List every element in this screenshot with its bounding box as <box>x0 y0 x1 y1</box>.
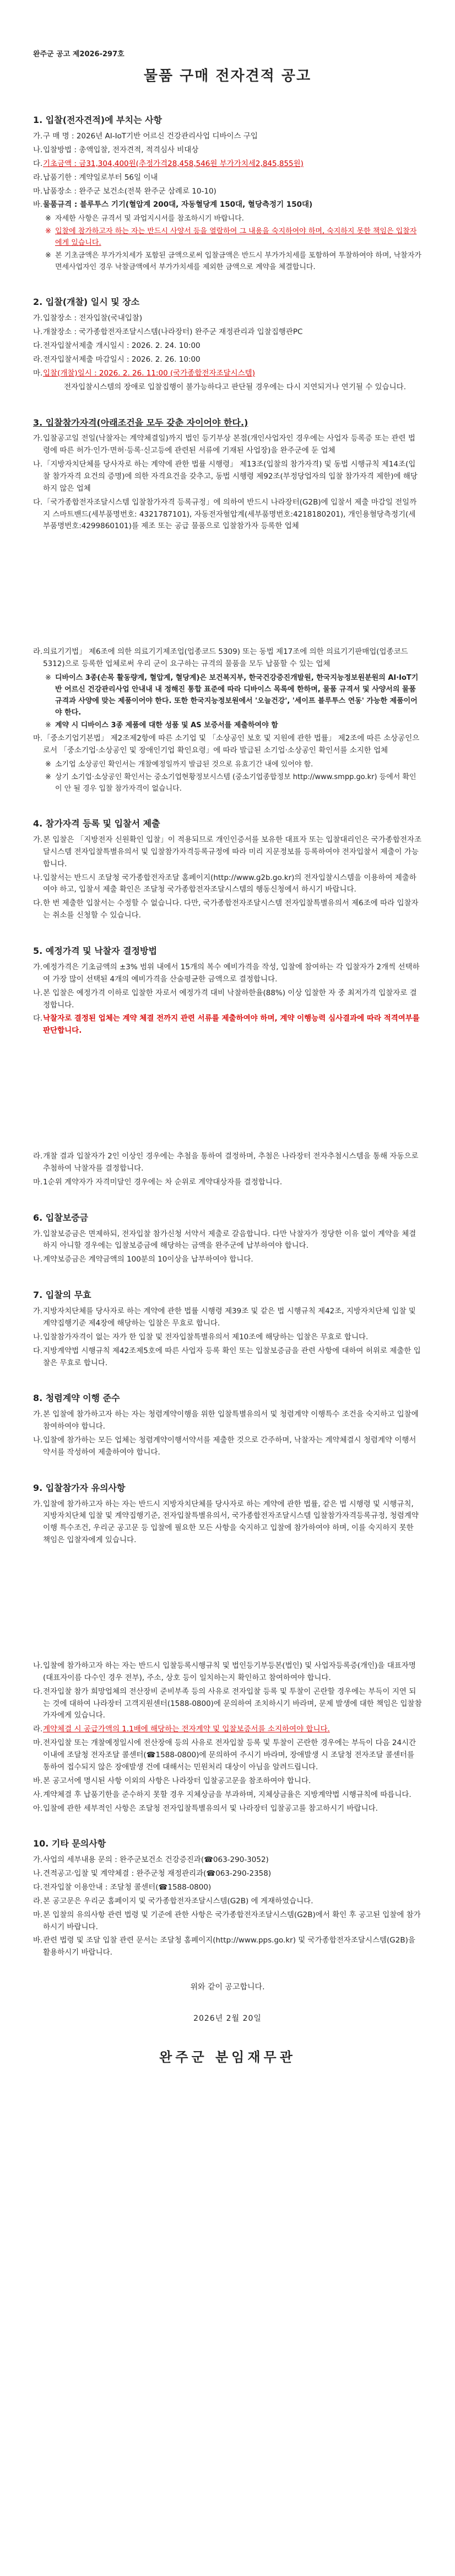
note-item: ※ 본 기초금액은 부가가치세가 포함된 금액으로써 입찰금액은 반드시 부가가치세를 포함하여 투찰하여야 하며, 낙찰자가 면세사업자인 경우 낙찰금액에서 부가가치세를 제외한 금액으로 계약을 체결합니다. <box>45 251 421 272</box>
note-item: ※ 계약 시 디바이스 3종 제품에 대한 성품 및 AS 보증서를 제출하여야 함 <box>45 721 278 730</box>
list-item: 나. 입찰방법 : 총액입찰, 전자견적, 적격심사 비대상 <box>33 145 199 154</box>
list-item: 라. 의료기기법」 제6조에 의한 의료기기제조업(업종코드 5309) 또는 동법 제17조에 의한 의료기기판매업(업종코드 5312)으로 등록한 업체로써 우리 군이 요구하는 규격의 물품을 모두 납품할 수 있는 업체 <box>33 647 408 669</box>
list-item: 나. 입찰참가자격이 없는 자가 한 입찰 및 전자입찰특별유의서 제10조에 해당하는 입찰은 무효로 합니다. <box>33 1332 369 1341</box>
notice-date: 2026년 2월 20일 <box>193 2014 262 2023</box>
list-item: 다. 전자입찰 이용안내 : 조달청 콜센터(☎1588-0800) <box>33 1882 212 1892</box>
list-item: 가. 입찰공고일 전일(낙찰자는 계약체결일)까지 법인 등기부상 본점(개인사업자인 경우에는 사업자 등록증 또는 관련 법령에 따른 허가·인가·면허·등록·신고등에 관련된 서류에 기재된 사업장)을 완주군에 둔 업체 <box>33 434 415 455</box>
section-title: 7. 입찰의 무효 <box>33 1290 91 1301</box>
list-item: 마. 「중소기업기본법」 제2조제2항에 따른 소기업 및 「소상공인 보호 및 지원에 관한 법률」 제2조에 따른 소상공인으로서 「중소기업·소상공인 및 장애인기업 확인요령」에 따라 발급된 소기업·소상공인 확인서를 소지한 업체 <box>33 734 420 755</box>
list-item: 바. 본 공고서에 명시된 사항 이외의 사항은 나라장터 입찰공고문을 참조하여야 합니다. <box>33 1776 311 1785</box>
section-title: 3. 입찰참가자격(아래조건을 모두 갖춘 자이어야 한다.) <box>33 417 248 428</box>
list-item: 가. 예정가격은 기초금액의 ±3% 범위 내에서 15개의 복수 예비가격을 작성, 입찰에 참여하는 각 입찰자가 2개씩 선택하여 가장 많이 선택된 4개의 예비가격을 산술평균한 금액으로 결정합니다. <box>33 962 420 984</box>
list-item: 나. 개찰장소 : 국가종합전자조달시스템(나라장터) 완주군 재정관리과 입찰집행관PC <box>33 328 303 337</box>
list-item: 나. 입찰에 참가하는 모든 업체는 청렴계약이행서약서를 제출한 것으로 간주하며, 낙찰자는 계약체결시 청렴계약 이행서약서를 작성하여 제출하여야 합니다. <box>33 1435 416 1457</box>
section-bid-schedule <box>33 295 422 393</box>
section-title: 2. 입찰(개찰) 일시 및 장소 <box>33 297 140 308</box>
page-break-space <box>33 1039 422 1149</box>
list-item: 가. 입찰보증금은 면제하되, 전자입찰 참가신청 서약서 제출로 갈음합니다. 다만 낙찰자가 정당한 이유 없이 계약을 체결하지 아니할 경우에는 입찰보증금에 해당하는 금액을 완주군에 납부하여야 합니다. <box>33 1229 416 1251</box>
base-amount: 기초금액 : 금31,304,400원(추정가격28,458,546원 부가가치세2,845,855원) <box>43 159 304 168</box>
closing-statement: 위와 같이 공고합니다. <box>190 1983 265 1992</box>
list-item: 나. 「지방자치단체를 당사자로 하는 계약에 관한 법률 시행령」 제13조(입찰의 참가자격) 및 동법 시행규칙 제14조(입찰 참가자격 요건의 증명)에 의한 자격요건을 갖추고, 동법 시행령 제92조(부정당업자의 입찰 참가자격 제한)에 해당하지 않은 업체 <box>33 460 418 493</box>
list-item: 라. 개찰 결과 입찰자가 2인 이상인 경우에는 추첨을 통하여 결정하며, 추첨은 나라장터 전자추첨시스템을 통해 자동으로 추첨하여 낙찰자를 결정합니다. <box>33 1152 419 1173</box>
note-item: ※ 소기업 소상공인 확인서는 개찰예정일까지 발급된 것으로 유효기간 내에 있어야 함. <box>45 760 313 769</box>
section-invalid-bids <box>33 1288 422 1369</box>
list-item: 가. 입찰에 참가하고자 하는 자는 반드시 지방자치단체를 당사자로 하는 계약에 관한 법률, 같은 법 시행령 및 시행규칙, 지방자치단체 입찰 및 계약집행기준, 전자입찰특별유의서, 국가종합전자조달시스템 입찰참가자격등록규정, 청렴계약이행 특수조건, 우리군 공고문 등 입찰에 필요한 모든 사항을 숙지하고 입찰에 참가하여야 하며, 이를 숙지하지 못한 책임은 입찰자에게 있습니다. <box>33 1499 419 1545</box>
list-item: 나. 입찰에 참가하고자 하는 자는 반드시 입찰등록시행규칙 및 법인등기부등본(법인) 및 사업자등록증(개인)을 대표자명(대표자이름 다수인 경우 전부), 주소, 상호 등이 일치하는지 확인하고 참여하여야 합니다. <box>33 1661 416 1682</box>
list-item: 마. 전자입찰 또는 개찰예정일시에 전산장애 등의 사유로 전자입찰 등록 및 투찰이 곤란한 경우에는 부득이 다음 24시간 이내에 조달청 전자조달 콜센터(☎1588-0800)에 문의하여 주시기 바라며, 장애발생 시 조달청 전자조달 콜센터를 통하여 접수되지 않은 장애발생 건에 대해서는 민원처리 대상이 아님을 알려드립니다. <box>33 1738 416 1772</box>
section-registration <box>33 817 422 922</box>
list-item: 가. 본 입찰에 참가하고자 하는 자는 청렴계약이행을 위한 입찰특별유의서 및 청렴계약 이행특수 조건을 숙지하고 입찰에 참여하여야 합니다. <box>33 1410 419 1431</box>
list-item: 가. 입찰장소 : 전자입찰(국내입찰) <box>33 314 143 323</box>
page-break-space <box>33 534 422 645</box>
notice-number: 완주군 공고 제2026-297호 <box>33 50 124 58</box>
list-item: 나. 입찰서는 반드시 조달청 국가종합전자조달 홈페이지(http://www.g2b.go.kr)의 전자입찰시스템을 이용하여 제출하여야 하고, 입찰서 제출 확인은 조달청 국가종합전자조달시스템의 행동신청에서 하시기 바랍니다. <box>33 873 416 894</box>
list-item: 마. 1순위 계약자가 자격미달인 경우에는 차 순위로 계약대상자를 결정합니다. <box>33 1177 283 1187</box>
section-bid-subject <box>33 113 422 273</box>
list-item: 다. 전자입찰 참가 희망업체의 전산장비 준비부족 등의 사유로 전자입찰 등록 및 투찰이 곤란할 경우에는 부득이 지연 되는 것에 대하여 나라장터 고객지원센터(1588-0800)에 문의하여 조치하시기 바라며, 문제 발생에 대한 책임은 입찰참가자에게 있습니다. <box>33 1687 422 1720</box>
list-item: 다. 한 번 제출한 입찰서는 수정할 수 없습니다. 다만, 국가종합전자조달시스템 전자입찰특별유의서 제6조에 따라 입찰자는 취소를 신청할 수 있습니다. <box>33 899 419 920</box>
note-item: ※ 입찰에 참가하고자 하는 자는 반드시 사양서 등을 열람하여 그 내용을 숙지하여야 하며, 숙지하지 못한 책임은 입찰자에게 있습니다. <box>45 227 417 248</box>
list-item: 라. 전자입찰서제출 마감일시 : 2026. 2. 26. 10:00 <box>33 355 201 364</box>
list-item: 나. 계약보증금은 계약금액의 100분의 10이상을 납부하여야 합니다. <box>33 1255 253 1264</box>
list-item: 마. 납품장소 : 완주군 보건소(전북 완주군 삼례로 10-10) <box>33 186 216 196</box>
section-title: 6. 입찰보증금 <box>33 1212 89 1223</box>
section-title: 9. 입찰참가자 유의사항 <box>33 1482 126 1493</box>
note-item: ※ 디바이스 3종(손목 활동량계, 혈압계, 혈당계)은 보건복지부, 한국건강증진개발원, 한국지능정보원분원의 AI·IoT기반 어르신 건강관리사업 안내내 내 정해진 통합 표준에 따라 디바이스 목록에 한하며, 물품 규격서 및 사양서의 물품규격과 사양에 맞는 제품이어야 한다. 또한 한국지능정보원에서 '오늘건강', '세이프 블루투스 연동' 가능한 제품이어야 한다. <box>45 674 419 717</box>
section-title: 5. 예정가격 및 낙찰자 결정방법 <box>33 946 157 957</box>
section-eligibility <box>33 416 422 795</box>
list-item: 가. 사업의 세부내용 문의 : 완주군보건소 건강증진과(☎063-290-3052) <box>33 1855 269 1865</box>
section-title: 4. 참가자격 등록 및 입찰서 제출 <box>33 818 160 829</box>
list-item: 다. 낙찰자로 결정된 업체는 계약 체결 전까지 관련 서류를 제출하여야 하며, 계약 이행능력 심사결과에 따라 적격여부를 판단합니다. <box>33 1014 420 1035</box>
section-bid-bond <box>33 1211 422 1266</box>
list-item: 가. 구 매 명 : 2026년 AI-IoT기반 어르신 건강관리사업 디바이스 구입 <box>33 132 258 141</box>
list-item: 다. 「국가종합전자조달시스템 입찰참가자격 등록규정」에 의하여 반드시 나라장터(G2B)에 입찰서 제출 마감일 전일까지 스마트밴드(세부품명번호: 4321787101), 자동전자혈압계(세부품명번호:4218180201), 개인용혈당측정기(세부품명번호:4299860101)를 제조 또는 공급 물품으로 입찰참가자 등록한 업체 <box>33 497 417 531</box>
list-item: 사. 계약체결 후 납품기한을 준수하지 못할 경우 지체상금을 부과하며, 지체상금율은 지방계약법 시행규칙에 따릅니다. <box>33 1790 411 1799</box>
list-item: 다. 지방계약법 시행규칙 제42조제5호에 따른 사업자 등록 확인 또는 입찰보증금을 관련 사항에 대하여 허위로 제출한 입찰은 무효로 합니다. <box>33 1346 421 1367</box>
page-break-space <box>33 1548 422 1659</box>
section-inquiries <box>33 1837 422 1959</box>
list-item: 아. 입찰에 관한 세부적인 사항은 조달청 전자입찰특별유의서 및 나라장터 입찰공고를 참고하시기 바랍니다. <box>33 1804 378 1813</box>
section-award-method <box>33 944 422 1189</box>
opening-datetime: 입찰(개찰)일시 : 2026. 2. 26. 11:00 (국가종합전자조달시스템) <box>43 368 255 378</box>
list-item: 다. 기초금액 : 금31,304,400원(추정가격28,458,546원 부가가치세2,845,855원) <box>33 158 422 170</box>
issuer-name: 완주군 분임재무관 <box>159 2049 296 2065</box>
list-item: 바. 물품규격 : 블루투스 기기(혈압계 200대, 자동혈당계 150대, 혈당측정기 150대) <box>33 200 313 210</box>
list-item: 나. 견적공고·입찰 및 계약체결 : 완주군청 재정관리과(☎063-290-2358) <box>33 1869 272 1879</box>
list-item: 다. 전자입찰서제출 개시일시 : 2026. 2. 24. 10:00 <box>33 341 201 351</box>
list-item: 라. 계약체결 시 공급가액의 1.1배에 해당하는 전자계약 및 입찰보증서를 소지하여야 합니다. <box>33 1725 330 1734</box>
list-item: 바. 관련 법령 및 조달 입찰 관련 문서는 조달청 홈페이지(http://www.pps.go.kr) 및 국가종합전자조달시스템(G2B)을 활용하시기 바랍니다. <box>33 1936 415 1957</box>
document-title: 물품 구매 전자견적 공고 <box>143 68 312 85</box>
list-item: 가. 본 입찰은 「지방전자 신원확인 입찰」이 적용되므로 개인인증서를 보유한 대표자 또는 입찰대리인은 국가종합전자조달시스템 전자입찰특별유의서 및 입찰참가자격등록규정에 따라 미리 지문정보를 등록하여야 전자입찰서 제출이 가능합니다. <box>33 835 422 868</box>
note-item: ※ 자세한 사항은 규격서 및 과업지시서를 참조하시기 바랍니다. <box>45 214 244 223</box>
section-integrity <box>33 1391 422 1458</box>
section-title: 1. 입찰(전자견적)에 부치는 사항 <box>33 115 162 126</box>
list-item: 라. 본 공고문은 우리군 홈페이지 및 국가종합전자조달시스템(G2B) 에 게재하였습니다. <box>33 1896 313 1906</box>
list-item: 나. 본 입찰은 예정가격 이하로 입찰한 자로서 예정가격 대비 낙찰하한율(88%) 이상 입찰한 자 중 최저가격 입찰자로 결정합니다. <box>33 988 417 1010</box>
section-title: 8. 청렴계약 이행 준수 <box>33 1393 120 1404</box>
section-title: 10. 기타 문의사항 <box>33 1838 106 1849</box>
list-item: 마. 본 입찰의 유의사항 관련 법령 및 기준에 관한 사항은 국가종합전자조달시스템(G2B)에서 확인 후 공고된 입찰에 참가하시기 바랍니다. <box>33 1910 421 1931</box>
note-item: ※ 상기 소기업·소상공인 확인서는 중소기업현황정보시스템 (중소기업종합정보 http://www.smpp.go.kr) 등에서 확인이 안 될 경우 입찰 참가자격이 없습니다. <box>45 773 416 793</box>
list-item: 마. 입찰(개찰)일시 : 2026. 2. 26. 11:00 (국가종합전자조달시스템) <box>33 368 422 380</box>
system-fault-note: 전자입찰시스템의 장애로 입찰집행이 불가능하다고 판단될 경우에는 다시 지연되거나 연기될 수 있습니다. <box>64 382 407 391</box>
list-item: 라. 납품기한 : 계약일로부터 56일 이내 <box>33 173 158 182</box>
list-item: 가. 지방자치단체를 당사자로 하는 계약에 관한 법률 시행령 제39조 및 같은 법 시행규칙 제42조, 지방자치단체 입찰 및 계약집행기준 제4장에 해당하는 입찰은 무효로 합니다. <box>33 1307 416 1328</box>
section-precautions <box>33 1481 422 1815</box>
